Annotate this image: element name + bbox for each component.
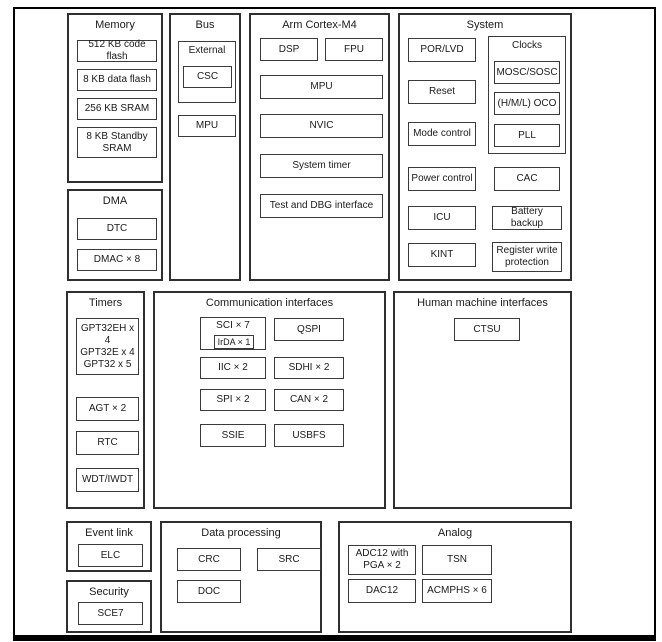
code-flash-box: 512 KB code flash [77,40,157,62]
standby-sram-box: 8 KB Standby SRAM [77,127,157,158]
cortex-mpu-box: MPU [260,75,383,99]
security-block [66,580,152,633]
gpt-line-3: GPT32 x 5 [83,358,132,370]
bus-title: Bus [195,19,215,31]
event-link-block [66,521,152,572]
data-processing-block [160,521,322,633]
agt-box: AGT × 2 [76,397,139,421]
gpt-box [76,318,139,375]
timers-block [66,291,145,509]
data-flash-box: 8 KB data flash [77,69,157,91]
wdt-iwdt-box: WDT/IWDT [76,468,139,492]
security-title: Security [89,586,129,598]
pll-box: PLL [494,124,560,147]
src-box: SRC [257,548,321,571]
timers-title: Timers [88,297,123,309]
data-processing-title: Data processing [201,527,281,539]
external-bus-title: External [188,45,226,56]
communication-block [153,291,386,509]
irda-box: IrDA × 1 [214,335,254,349]
ssie-box: SSIE [200,424,266,447]
fpu-box: FPU [325,38,383,61]
gpt-line-1: GPT32EH x 4 [80,322,135,346]
memory-block [67,13,163,183]
system-title: System [466,19,504,31]
rtc-box: RTC [76,431,139,455]
ctsu-box: CTSU [454,318,520,341]
tsn-box: TSN [422,545,492,575]
mode-control-box: Mode control [408,122,476,146]
test-dbg-box: Test and DBG interface [260,194,383,218]
reset-box: Reset [408,80,476,104]
kint-box: KINT [408,243,476,267]
register-write-protection-box: Register write protection [492,242,562,272]
por-lvd-box: POR/LVD [408,38,476,62]
mosc-sosc-box: MOSC/SOSC [494,61,560,84]
oco-box: (H/M/L) OCO [494,92,560,115]
acmphs-box: ACMPHS × 6 [422,579,492,603]
analog-block [338,521,572,633]
memory-title: Memory [95,19,135,31]
dma-title: DMA [102,195,128,207]
dtc-box: DTC [77,218,157,240]
system-block [398,13,572,281]
usbfs-box: USBFS [274,424,344,447]
nvic-box: NVIC [260,114,383,138]
communication-title: Communication interfaces [205,297,334,309]
hmi-title: Human machine interfaces [417,297,548,309]
can-box: CAN × 2 [274,389,344,411]
power-control-box: Power control [408,167,476,191]
cortex-block [249,13,390,281]
hmi-block [393,291,572,509]
battery-backup-box: Battery backup [492,206,562,230]
sdhi-box: SDHI × 2 [274,357,344,379]
dmac-box: DMAC × 8 [77,249,157,271]
elc-box: ELC [78,544,143,567]
event-link-title: Event link [85,527,133,539]
external-bus-group [178,41,236,103]
clocks-group [488,36,566,154]
adc12-pga-box: ADC12 with PGA × 2 [348,545,416,575]
clocks-title: Clocks [511,40,542,51]
dsp-box: DSP [260,38,318,61]
analog-title: Analog [437,527,473,539]
qspi-box: QSPI [274,318,344,341]
gpt-line-2: GPT32E x 4 [80,346,135,358]
sce7-box: SCE7 [78,602,143,625]
dma-block [67,189,163,281]
sci-box [200,317,266,350]
icu-box: ICU [408,206,476,230]
cac-box: CAC [494,167,560,191]
bus-mpu-box: MPU [178,115,236,137]
doc-box: DOC [177,580,241,603]
iic-box: IIC × 2 [200,357,266,379]
crc-box: CRC [177,548,241,571]
spi-box: SPI × 2 [200,389,266,411]
sci-label: SCI × 7 [216,320,250,331]
dac12-box: DAC12 [348,579,416,603]
system-timer-box: System timer [260,154,383,178]
cortex-title: Arm Cortex-M4 [282,19,357,31]
csc-box: CSC [183,66,232,88]
bus-block [169,13,241,281]
sram-box: 256 KB SRAM [77,98,157,120]
